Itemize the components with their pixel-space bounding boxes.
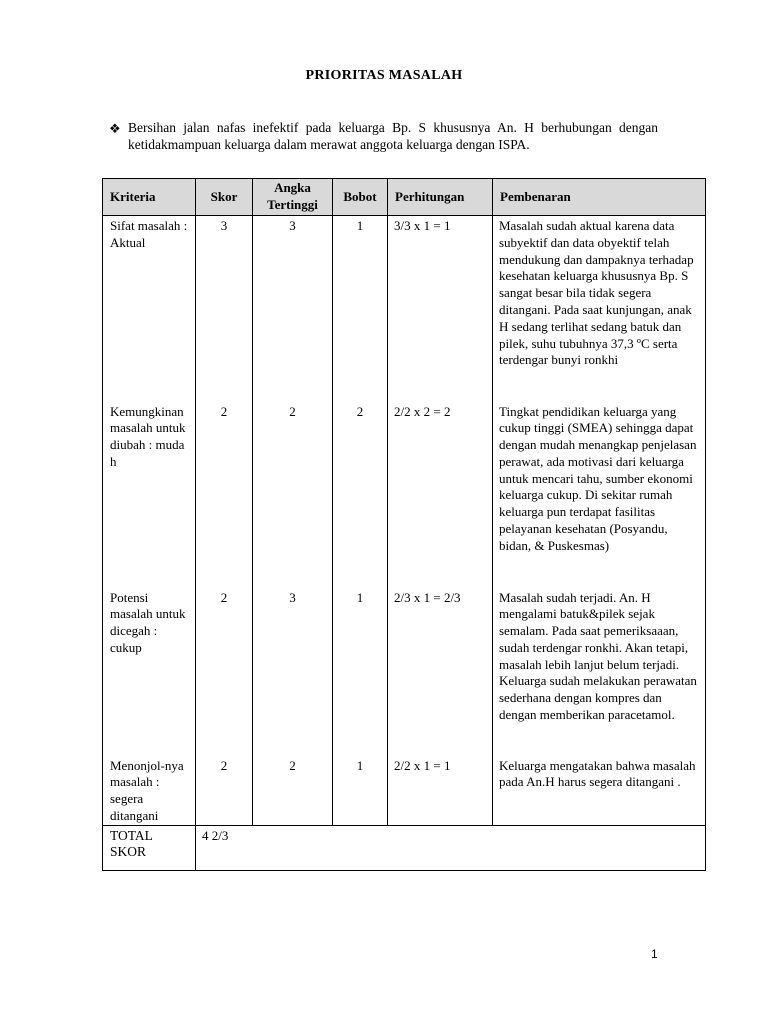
- cell-bobot: 1: [333, 588, 388, 756]
- priority-table: [102, 178, 706, 871]
- cell-kriteria: Menonjol-nya masalah : segera ditangani: [103, 756, 196, 826]
- table-header-row: [103, 179, 706, 216]
- diamond-bullet-icon: ❖: [109, 121, 121, 136]
- cell-perhitungan: 3/3 x 1 = 1: [388, 216, 493, 402]
- total-label: TOTAL SKOR: [103, 825, 196, 870]
- cell-skor: 2: [196, 588, 253, 756]
- cell-angka-tertinggi: 3: [253, 216, 333, 402]
- cell-pembenaran: Keluarga mengatakan bahwa masalah pada An.H harus segera ditangani .: [493, 756, 706, 826]
- cell-bobot: 1: [333, 216, 388, 402]
- table-row: [103, 588, 706, 756]
- table-row: [103, 216, 706, 402]
- header-pembenaran: Pembenaran: [493, 179, 706, 216]
- problem-statement: Bersihan jalan nafas inefektif pada keluarga Bp. S khususnya An. H berhubungan dengan ketidakmampuan keluarga dalam merawat anggota keluarga dengan ISPA.: [128, 120, 658, 152]
- cell-bobot: 2: [333, 402, 388, 588]
- table-row: [103, 402, 706, 588]
- cell-pembenaran: Masalah sudah aktual karena data subyektif dan data obyektif telah mendukung dan dampaknya terhadap kesehatan keluarga khususnya Bp. S sangat besar bila tidak segera ditangani. Pada saat kunjungan, anak H sedang terlihat sedang batuk dan pilek, suhu tubuhnya 37,3 ºC serta terdengar bunyi ronkhi: [493, 216, 706, 402]
- cell-pembenaran: Masalah sudah terjadi. An. H mengalami batuk&pilek sejak semalam. Pada saat pemeriksaaan, sudah terdengar ronkhi. Akan tetapi, masalah lebih lanjut belum terjadi. Keluarga sudah melakukan perawatan sederhana dengan kompres dan dengan memberikan paracetamol.: [493, 588, 706, 756]
- cell-angka-tertinggi: 2: [253, 402, 333, 588]
- header-bobot: Bobot: [333, 179, 388, 216]
- cell-kriteria: Sifat masalah : Aktual: [103, 216, 196, 402]
- total-value: 4 2/3: [196, 825, 706, 870]
- cell-angka-tertinggi: 3: [253, 588, 333, 756]
- total-row: [103, 825, 706, 870]
- table-row: [103, 756, 706, 826]
- header-perhitungan: Perhitungan: [388, 179, 493, 216]
- cell-skor: 2: [196, 756, 253, 826]
- cell-kriteria: Kemungkinan masalah untuk diubah : mudah: [103, 402, 196, 588]
- cell-perhitungan: 2/2 x 1 = 1: [388, 756, 493, 826]
- page-number: 1: [651, 947, 658, 961]
- header-skor: Skor: [196, 179, 253, 216]
- cell-pembenaran: Tingkat pendidikan keluarga yang cukup tinggi (SMEA) sehingga dapat dengan mudah menangkap penjelasan perawat, ada motivasi dari keluarga untuk mencari tahu, sumber ekonomi keluarga cukup. Di sekitar rumah keluarga pun terdapat fasilitas pelayanan kesehatan (Posyandu, bidan, & Puskesmas): [493, 402, 706, 588]
- cell-skor: 2: [196, 402, 253, 588]
- cell-skor: 3: [196, 216, 253, 402]
- header-kriteria: Kriteria: [103, 179, 196, 216]
- cell-kriteria: Potensi masalah untuk dicegah : cukup: [103, 588, 196, 756]
- page-title: PRIORITAS MASALAH: [305, 68, 463, 83]
- cell-angka-tertinggi: 2: [253, 756, 333, 826]
- header-angka-tertinggi: Angka Tertinggi: [253, 179, 333, 216]
- cell-bobot: 1: [333, 756, 388, 826]
- cell-perhitungan: 2/2 x 2 = 2: [388, 402, 493, 588]
- cell-perhitungan: 2/3 x 1 = 2/3: [388, 588, 493, 756]
